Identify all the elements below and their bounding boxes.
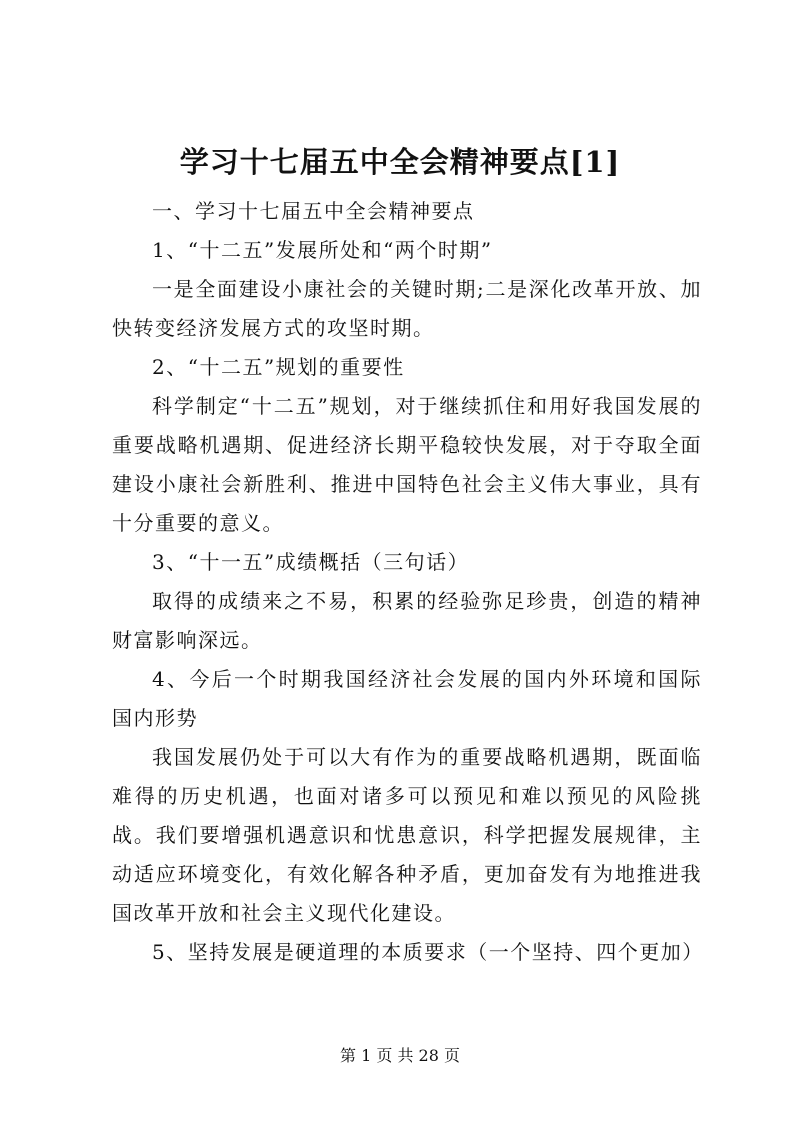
point-heading-4: 4、今后一个时期我国经济社会发展的国内外环境和国际国内形势: [112, 667, 702, 730]
page-number-footer: 第 1 页 共 28 页: [340, 1046, 460, 1065]
point-body-1: 一是全面建设小康社会的关键时期;二是深化改革开放、加快转变经济发展方式的攻坚时期。: [112, 277, 702, 340]
section-heading: 一、学习十七届五中全会精神要点: [152, 199, 475, 223]
point-heading-3: 3、“十一五”成绩概括（三句话）: [152, 550, 470, 574]
point-heading-2: 2、“十二五”规划的重要性: [152, 355, 405, 379]
point-body-4: 我国发展仍处于可以大有作为的重要战略机遇期，既面临难得的历史机遇，也面对诸多可以预见和难以预见的风险挑战。我们要增强机遇意识和忧患意识，科学把握发展规律，主动适应环境变化，有效化解各种矛盾，更加奋发有为地推进我国改革开放和社会主义现代化建设。: [112, 745, 702, 925]
point-body-2: 科学制定“十二五”规划，对于继续抓住和用好我国发展的重要战略机遇期、促进经济长期平稳较快发展，对于夺取全面建设小康社会新胜利、推进中国特色社会主义伟大事业，具有十分重要的意义。: [112, 394, 702, 535]
point-heading-1: 1、“十二五”发展所处和“两个时期”: [152, 238, 493, 262]
document-body: [112, 192, 702, 972]
point-heading-5: 5、坚持发展是硬道理的本质要求（一个坚持、四个更加）: [152, 940, 704, 964]
point-body-3: 取得的成绩来之不易，积累的经验弥足珍贵，创造的精神财富影响深远。: [112, 589, 702, 652]
document-title: 学习十七届五中全会精神要点[1]: [179, 145, 621, 179]
